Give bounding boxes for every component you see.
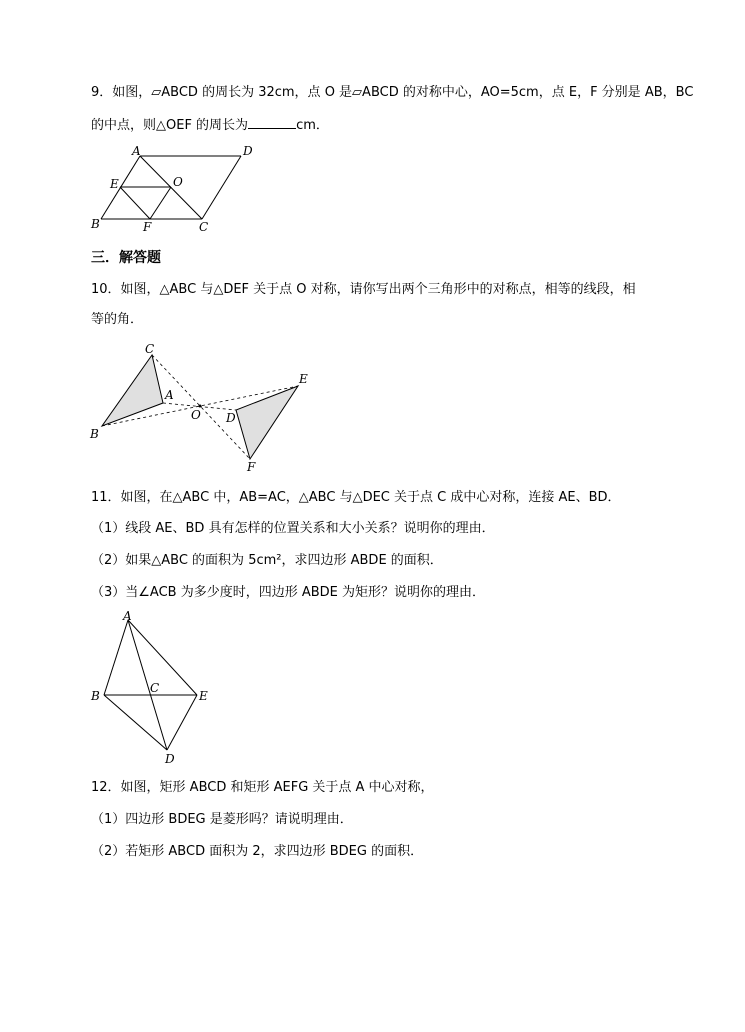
q10-label-f: F [247,460,256,474]
segment-ad [128,620,167,750]
q11-subquestion-3: （3）当∠ACB 为多少度时，四边形 ABDE 为矩形？说明你的理由． [91,585,486,600]
q11-label-d: D [165,752,175,766]
segment-cd [202,156,241,219]
segment-fo [150,187,171,219]
q10-label-c: C [145,342,155,356]
q11-label-b: B [91,689,100,703]
q10-label-o: O [191,408,201,422]
section-heading: 三．解答题 [91,250,161,266]
q9-label-f: F [143,220,152,234]
segment-ef [120,187,150,219]
q11-label-c: C [150,681,160,695]
q10-text-line2: 等的角． [91,312,144,327]
q9-label-e: E [110,177,119,191]
q9-label-d: D [243,144,253,158]
q9-text-line2-post: cm． [296,118,329,133]
q11-text-line1: 11．如图，在△ABC 中，AB=AC，△ABC 与△DEC 关于点 C 成中心对称，连接 AE、BD． [91,490,621,505]
q9-label-a: A [132,144,141,158]
q10-symmetric-triangles-figure [86,338,318,478]
q12-subquestion-2: （2）若矩形 ABCD 面积为 2，求四边形 BDEG 的面积． [91,844,424,859]
segment-ed [167,695,197,750]
q11-subquestion-1: （1）线段 AE、BD 具有怎样的位置关系和大小关系？说明你的理由． [91,521,495,536]
q9-text-line2-pre: 的中点，则△OEF 的周长为 [91,118,249,133]
q10-label-e: E [299,372,308,386]
q11-label-e: E [199,689,208,703]
q12-text-line1: 12．如图，矩形 ABCD 和矩形 AEFG 关于点 A 中心对称， [91,780,434,795]
segment-ae [128,620,197,695]
q9-answer-blank [248,116,296,129]
q9-parallelogram-figure [86,144,266,236]
segment-bd [104,695,167,750]
q12-subquestion-1: （1）四边形 BDEG 是菱形吗？请说明理由． [91,812,353,827]
q11-quadrilateral-figure [86,608,216,768]
q10-label-d: D [226,411,236,425]
q9-label-b: B [91,217,100,231]
q9-label-o: O [173,175,183,189]
q9-label-c: C [199,220,209,234]
segment-ab [104,620,128,695]
q10-text-line1: 10．如图，△ABC 与△DEF 关于点 O 对称，请你写出两个三角形中的对称点，相等的线段，相 [91,282,636,297]
triangle-abc [102,355,163,426]
q10-label-b: B [90,427,99,441]
q11-label-a: A [123,609,132,623]
q9-text-line2 [91,116,329,135]
q11-subquestion-2: （2）如果△ABC 的面积为 5cm²，求四边形 ABDE 的面积． [91,553,443,568]
q9-text-line1: 9．如图，▱ABCD 的周长为 32cm，点 O 是▱ABCD 的对称中心，AO=5cm，点 E，F 分别是 AB，BC [91,85,694,100]
q10-label-a: A [165,388,174,402]
